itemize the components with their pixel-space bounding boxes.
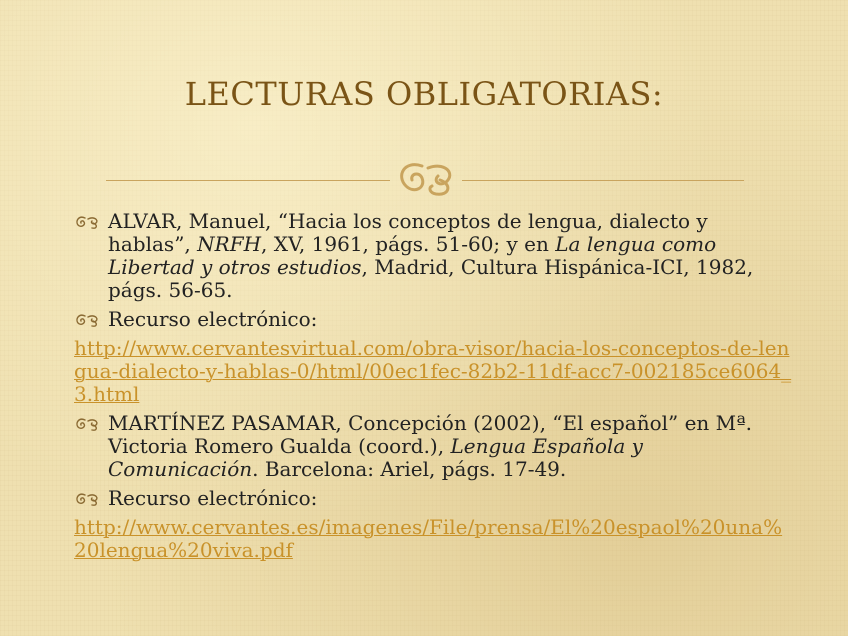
book-title: La lengua como Libertad y otros estudios — [108, 232, 717, 279]
slide-title: LECTURAS OBLIGATORIAS: — [184, 75, 664, 114]
journal-title: NRFH — [197, 232, 262, 256]
book-title: Lengua Española y Comunicación — [108, 434, 643, 481]
reading-item-alvar: ALVAR, Manuel, “Hacia los conceptos de lengua, dialecto y hablas”, NRFH, XV, 1961, págs. 51-60; y en La lengua como Libertad y otros estudios, Madrid, Cultura Hispánica-ICI, 1982, págs. 56-65. — [74, 210, 794, 302]
curl-ornament-icon — [74, 492, 100, 506]
cervantesvirtual-link[interactable]: http://www.cervantesvirtual.com/obra-visor/hacia-los-conceptos-de-lengua-dialecto-y-hablas-0/html/00ec1fec-82b2-11df-acc7-002185ce6064_3.html — [74, 336, 792, 406]
reading-list — [74, 210, 794, 568]
title-divider-right — [462, 180, 744, 181]
electronic-resource-label-1: Recurso electrónico: — [74, 308, 794, 331]
title-divider-left — [106, 180, 390, 181]
curl-ornament-icon — [74, 417, 100, 431]
reading-item-martinez: MARTÍNEZ PASAMAR, Concepción (2002), “El español” en Mª. Victoria Romero Gualda (coord.), Lengua Española y Comunicación. Barcelona: Ariel, págs. 17-49. — [74, 412, 794, 481]
cervantes-pdf-link[interactable]: http://www.cervantes.es/imagenes/File/prensa/El%20espaol%20una%20lengua%20viva.pdf — [74, 515, 783, 562]
electronic-resource-label-2: Recurso electrónico: — [74, 487, 794, 510]
curl-ornament-icon — [74, 313, 100, 327]
curl-ornament-icon — [392, 158, 460, 198]
curl-ornament-icon — [74, 215, 100, 229]
